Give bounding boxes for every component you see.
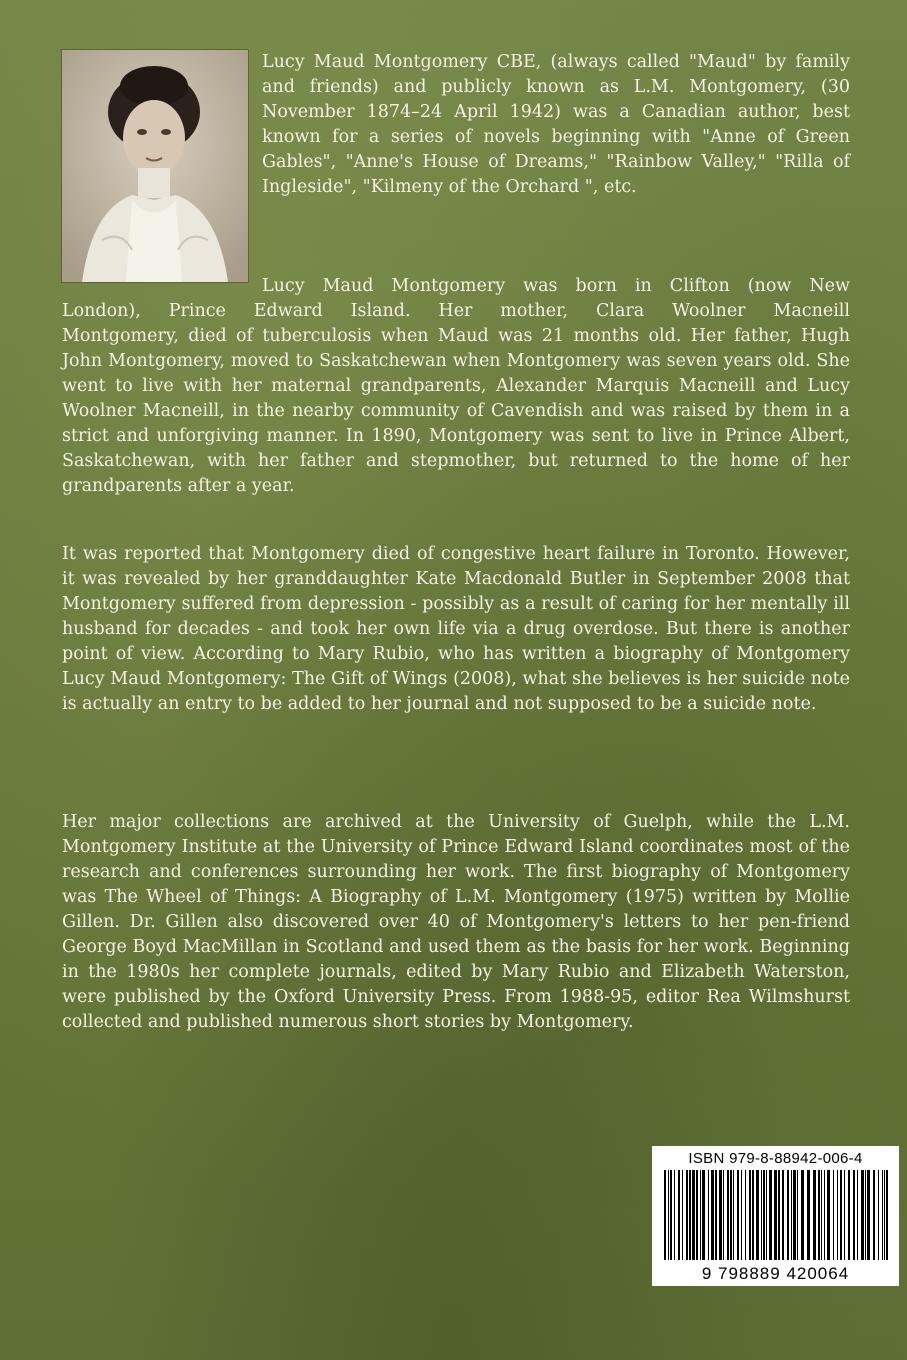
barcode-bar [668, 1170, 669, 1260]
barcode-bar [664, 1170, 666, 1260]
barcode-bar [723, 1170, 724, 1260]
barcode-bar [787, 1170, 789, 1260]
barcode-bar [801, 1170, 804, 1260]
barcode-bar [682, 1170, 683, 1260]
barcode-bar [774, 1170, 777, 1260]
barcode-bar [861, 1170, 864, 1260]
barcode-bar [827, 1170, 830, 1260]
barcode-bar [821, 1170, 822, 1260]
barcode-bar [692, 1170, 695, 1260]
barcode-bar [763, 1170, 765, 1260]
bio-paragraph-birth-line-2: London), Prince Edward Island. Her mother, Clara Woolner Macneill [62, 301, 850, 321]
barcode-bar [833, 1170, 834, 1260]
author-portrait [62, 50, 248, 282]
barcode-bar [761, 1170, 762, 1260]
barcode-bar [749, 1170, 751, 1260]
bio-paragraph-legacy: Her major collections are archived at the University of Guelph, while the L.M. Montgomery Institute at the University of Prince Edward Island coordinates most of the research and conferences surrounding her work. The first biography of Montgomery was The Wheel of Things: A Biography of L.M. Montgomery (1975) written by Mollie Gillen. Dr. Gillen also discovered over 40 of Montgomery's letters to her pen-friend George Boyd MacMillan in Scotland and used them as the basis for her work. Beginning in the 1980s her complete journals, edited by Mary Rubio and Elizabeth Waterston, were published by the Oxford University Press. From 1988-95, editor Rea Wilmshurst collected and published numerous short stories by Montgomery. [62, 812, 850, 1032]
bio-paragraph-intro: Lucy Maud Montgomery CBE, (always called "Maud" by family and friends) and publicly known as L.M. Montgomery, (30 November 1874–24 April 1942) was a Canadian author, best known for a series of novels beginning with "Anne of Green Gables", "Anne's House of Dreams," "Rainbow Valley," "Rilla of Ingleside", "Kilmeny of the Orchard ", etc. [262, 52, 850, 197]
barcode-bar [844, 1170, 845, 1260]
barcode-bar [766, 1170, 767, 1260]
barcode-bar [769, 1170, 772, 1260]
barcode-bar [873, 1170, 875, 1260]
isbn-label: ISBN 979-8-88942-006-4 [688, 1150, 863, 1167]
barcode-bar [674, 1170, 675, 1260]
barcode-bar [756, 1170, 759, 1260]
barcode-bar [737, 1170, 739, 1260]
barcode-bar [715, 1170, 717, 1260]
isbn-barcode [652, 1146, 899, 1286]
barcode-bar [818, 1170, 820, 1260]
barcode-bar [837, 1170, 838, 1260]
barcode-bar [791, 1170, 792, 1260]
barcode-bar [857, 1170, 858, 1260]
portrait-illustration [62, 50, 248, 282]
barcode-bar [689, 1170, 691, 1260]
barcode-bar [711, 1170, 714, 1260]
barcode-bar [686, 1170, 688, 1260]
bio-paragraph-death: It was reported that Montgomery died of congestive heart failure in Toronto. However, it was revealed by her granddaughter Kate Macdonald Butler in September 2008 that Montgomery suffered from depression - possibly as a result of caring for her mentally ill husband for decades - and took her own life via a drug overdose. But there is another point of view. According to Mary Rubio, who has written a biography of Montgomery Lucy Maud Montgomery: The Gift of Wings (2008), what she believes is her suicide note is actually an entry to be added to her journal and not supposed to be a suicide note. [62, 544, 850, 714]
barcode-bar [878, 1170, 879, 1260]
barcode-bar [719, 1170, 722, 1260]
barcode-bar [813, 1170, 816, 1260]
barcode-bar [778, 1170, 780, 1260]
barcode-bar [708, 1170, 709, 1260]
barcode-bar [865, 1170, 866, 1260]
barcode-bar [678, 1170, 680, 1260]
barcode-bar [793, 1170, 796, 1260]
barcode-bar [867, 1170, 870, 1260]
barcode-bar [696, 1170, 698, 1260]
barcode-bar [884, 1170, 885, 1260]
barcode-bar [700, 1170, 701, 1260]
barcode-bar [882, 1170, 883, 1260]
barcode-bar [727, 1170, 729, 1260]
barcode-bar [670, 1170, 672, 1260]
bio-paragraph-birth-line-1: Lucy Maud Montgomery was born in Clifton (now New [262, 276, 850, 296]
bio-paragraph-birth: Montgomery, died of tuberculosis when Maud was 21 months old. Her father, Hugh John Montgomery, moved to Saskatchewan when Montgomery was seven years old. She went to live with her maternal grandparents, Alexander Marquis Macneill and Lucy Woolner Macneill, in the nearby community of Cavendish and was raised by them in a strict and unforgiving manner. In 1890, Montgomery was sent to live in Prince Albert, Saskatchewan, with her father and stepmother, but returned to the home of her grandparents after a year. [62, 326, 850, 496]
barcode-bar [745, 1170, 746, 1260]
barcode-bar [702, 1170, 705, 1260]
barcode-bar [782, 1170, 784, 1260]
barcode-bar [797, 1170, 798, 1260]
barcode-digits: 9 798889 420064 [701, 1264, 850, 1283]
barcode-bar [853, 1170, 855, 1260]
barcode-bar [824, 1170, 825, 1260]
barcode-bar [752, 1170, 754, 1260]
barcode-bar [807, 1170, 810, 1260]
barcode-bar [733, 1170, 734, 1260]
barcode-bar [886, 1170, 888, 1260]
barcode-bar [741, 1170, 742, 1260]
barcode-bar [840, 1170, 842, 1260]
barcode-bar [730, 1170, 732, 1260]
barcode-bar [848, 1170, 850, 1260]
